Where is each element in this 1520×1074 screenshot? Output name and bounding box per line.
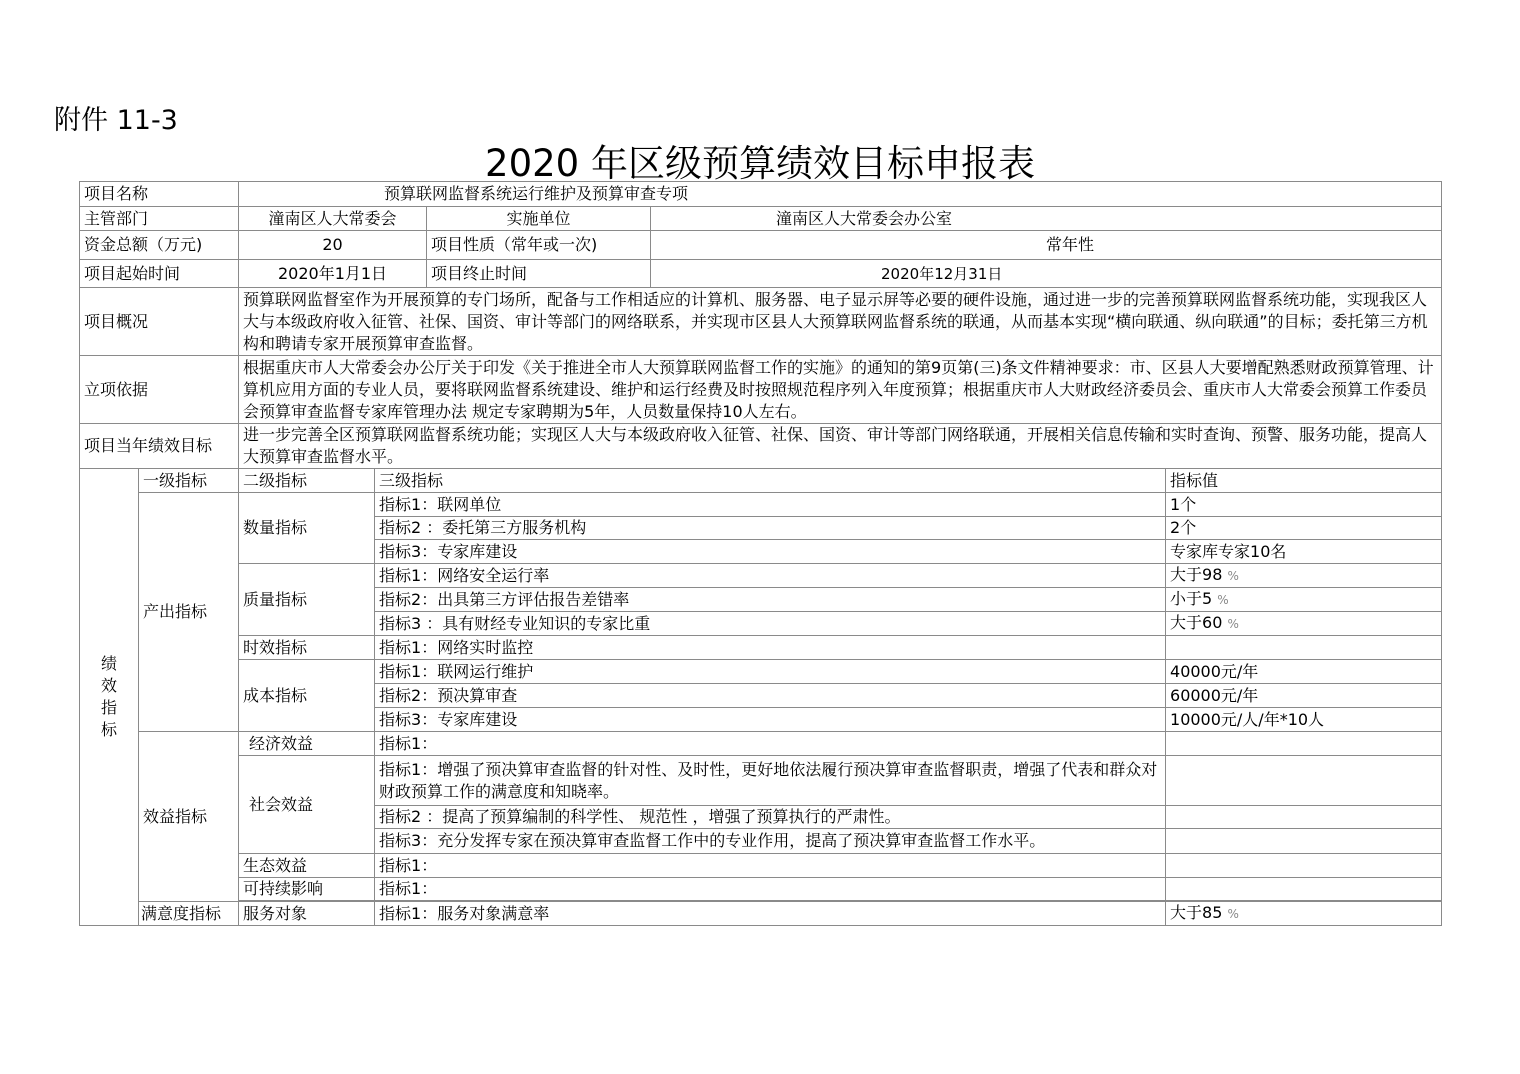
indicator-value [1166,806,1442,829]
indicator-name: 指标1：服务对象满意率 [375,902,1166,926]
start-time-value: 2020年1月1日 [239,260,427,288]
header-level1: 一级指标 [139,469,239,493]
indicator-value: 10000元/人/年*10人 [1166,708,1442,732]
indicator-value: 1个 [1166,493,1442,517]
indicator-name: 指标1：网络实时监控 [375,636,1166,660]
indicator-name: 指标3 ：具有财经专业知识的专家比重 [375,612,1166,636]
header-value: 指标值 [1166,469,1442,493]
end-time-value: 2020年12月31日 [651,260,1442,288]
indicator-value: 40000元/年 [1166,660,1442,684]
label-department: 主管部门 [80,207,239,231]
indicator-name: 指标3：专家库建设 [375,540,1166,564]
label-goal: 项目当年绩效目标 [80,424,239,469]
indicator-value: 60000元/年 [1166,684,1442,708]
label-end-time: 项目终止时间 [427,260,651,288]
label-implementer: 实施单位 [427,207,651,231]
indicator-name: 指标1： [375,732,1166,756]
label-start-time: 项目起始时间 [80,260,239,288]
label-project-name: 项目名称 [80,182,239,207]
indicator-name: 指标1：联网运行维护 [375,660,1166,684]
l2-service: 服务对象 [239,902,375,926]
indicator-value [1166,756,1442,806]
l1-satisfaction: 满意度指标 [139,902,239,926]
indicator-name: 指标1： [375,878,1166,901]
indicator-name: 指标1：联网单位 [375,493,1166,517]
l1-benefit: 效益指标 [139,732,239,902]
l2-ecological: 生态效益 [239,854,375,878]
indicator-value: 专家库专家10名 [1166,540,1442,564]
label-project-nature: 项目性质（常年或一次) [427,231,651,260]
indicator-name: 指标1：网络安全运行率 [375,564,1166,588]
department-value: 潼南区人大常委会 [239,207,427,231]
total-funds-value: 20 [239,231,427,260]
budget-performance-table [79,181,1442,926]
project-nature-value: 常年性 [651,231,1442,260]
l2-sustainable: 可持续影响 [239,878,375,901]
project-name-value: 预算联网监督系统运行维护及预算审查专项 [239,182,1442,207]
perf-indicator-label: 绩效指标 [80,469,139,926]
indicator-value: 大于85 % [1166,902,1442,926]
label-basis: 立项依据 [80,356,239,424]
indicator-value: 小于5 % [1166,588,1442,612]
indicator-name: 指标2 ：提高了预算编制的科学性、 规范性 ，增强了预算执行的严肃性。 [375,806,1166,829]
label-overview: 项目概况 [80,288,239,356]
label-total-funds: 资金总额（万元) [80,231,239,260]
l2-quantity: 数量指标 [239,493,375,564]
indicator-value [1166,732,1442,756]
indicator-value [1166,636,1442,660]
indicator-name: 指标2：出具第三方评估报告差错率 [375,588,1166,612]
l2-economic: 经济效益 [239,732,375,756]
l2-cost: 成本指标 [239,660,375,732]
indicator-name: 指标3：专家库建设 [375,708,1166,732]
indicator-name: 指标1： [375,854,1166,878]
page-title: 2020 年区级预算绩效目标申报表 [485,142,1035,185]
indicator-name: 指标2 ：委托第三方服务机构 [375,517,1166,540]
indicator-value [1166,854,1442,878]
indicator-name: 指标2：预决算审查 [375,684,1166,708]
indicator-value [1166,829,1442,854]
l2-timeliness: 时效指标 [239,636,375,660]
indicator-value: 大于60 % [1166,612,1442,636]
goal-value: 进一步完善全区预算联网监督系统功能；实现区人大与本级政府收入征管、社保、国资、审计等部门网络联通，开展相关信息传输和实时查询、预警、服务功能，提高人大预算审查监督水平。 [239,424,1442,469]
attachment-label: 附件 11-3 [54,105,178,136]
l2-quality: 质量指标 [239,564,375,636]
implementer-value: 潼南区人大常委会办公室 [651,207,1442,231]
overview-value: 预算联网监督室作为开展预算的专门场所，配备与工作相适应的计算机、服务器、电子显示屏等必要的硬件设施，通过进一步的完善预算联网监督系统功能，实现我区人大与本级政府收入征管、社保、国资、审计等部门的网络联系，并实现市区县人大预算联网监督系统的联通，从而基本实现“横向联通、纵向联通”的目标；委托第三方机构和聘请专家开展预算审查监督。 [239,288,1442,356]
basis-value: 根据重庆市人大常委会办公厅关于印发《关于推进全市人大预算联网监督工作的实施》的通知的第9页第(三)条文件精神要求：市、区县人大要增配熟悉财政预算管理、计算机应用方面的专业人员，要将联网监督系统建设、维护和运行经费及时按照规范程序列入年度预算；根据重庆市人大财政经济委员会、重庆市人大常委会预算工作委员会预算审查监督专家库管理办法 规定专家聘期为5年，人员数量保持10人左右。 [239,356,1442,424]
indicator-value: 2个 [1166,517,1442,540]
header-level3: 三级指标 [375,469,1166,493]
indicator-value [1166,878,1442,901]
l2-social: 社会效益 [239,756,375,854]
header-level2: 二级指标 [239,469,375,493]
l1-output: 产出指标 [139,493,239,732]
indicator-value: 大于98 % [1166,564,1442,588]
indicator-name: 指标3：充分发挥专家在预决算审查监督工作中的专业作用，提高了预决算审查监督工作水平。 [375,829,1166,854]
indicator-name: 指标1：增强了预决算审查监督的针对性、及时性，更好地依法履行预决算审查监督职责，增强了代表和群众对财政预算工作的满意度和知晓率。 [375,756,1166,806]
